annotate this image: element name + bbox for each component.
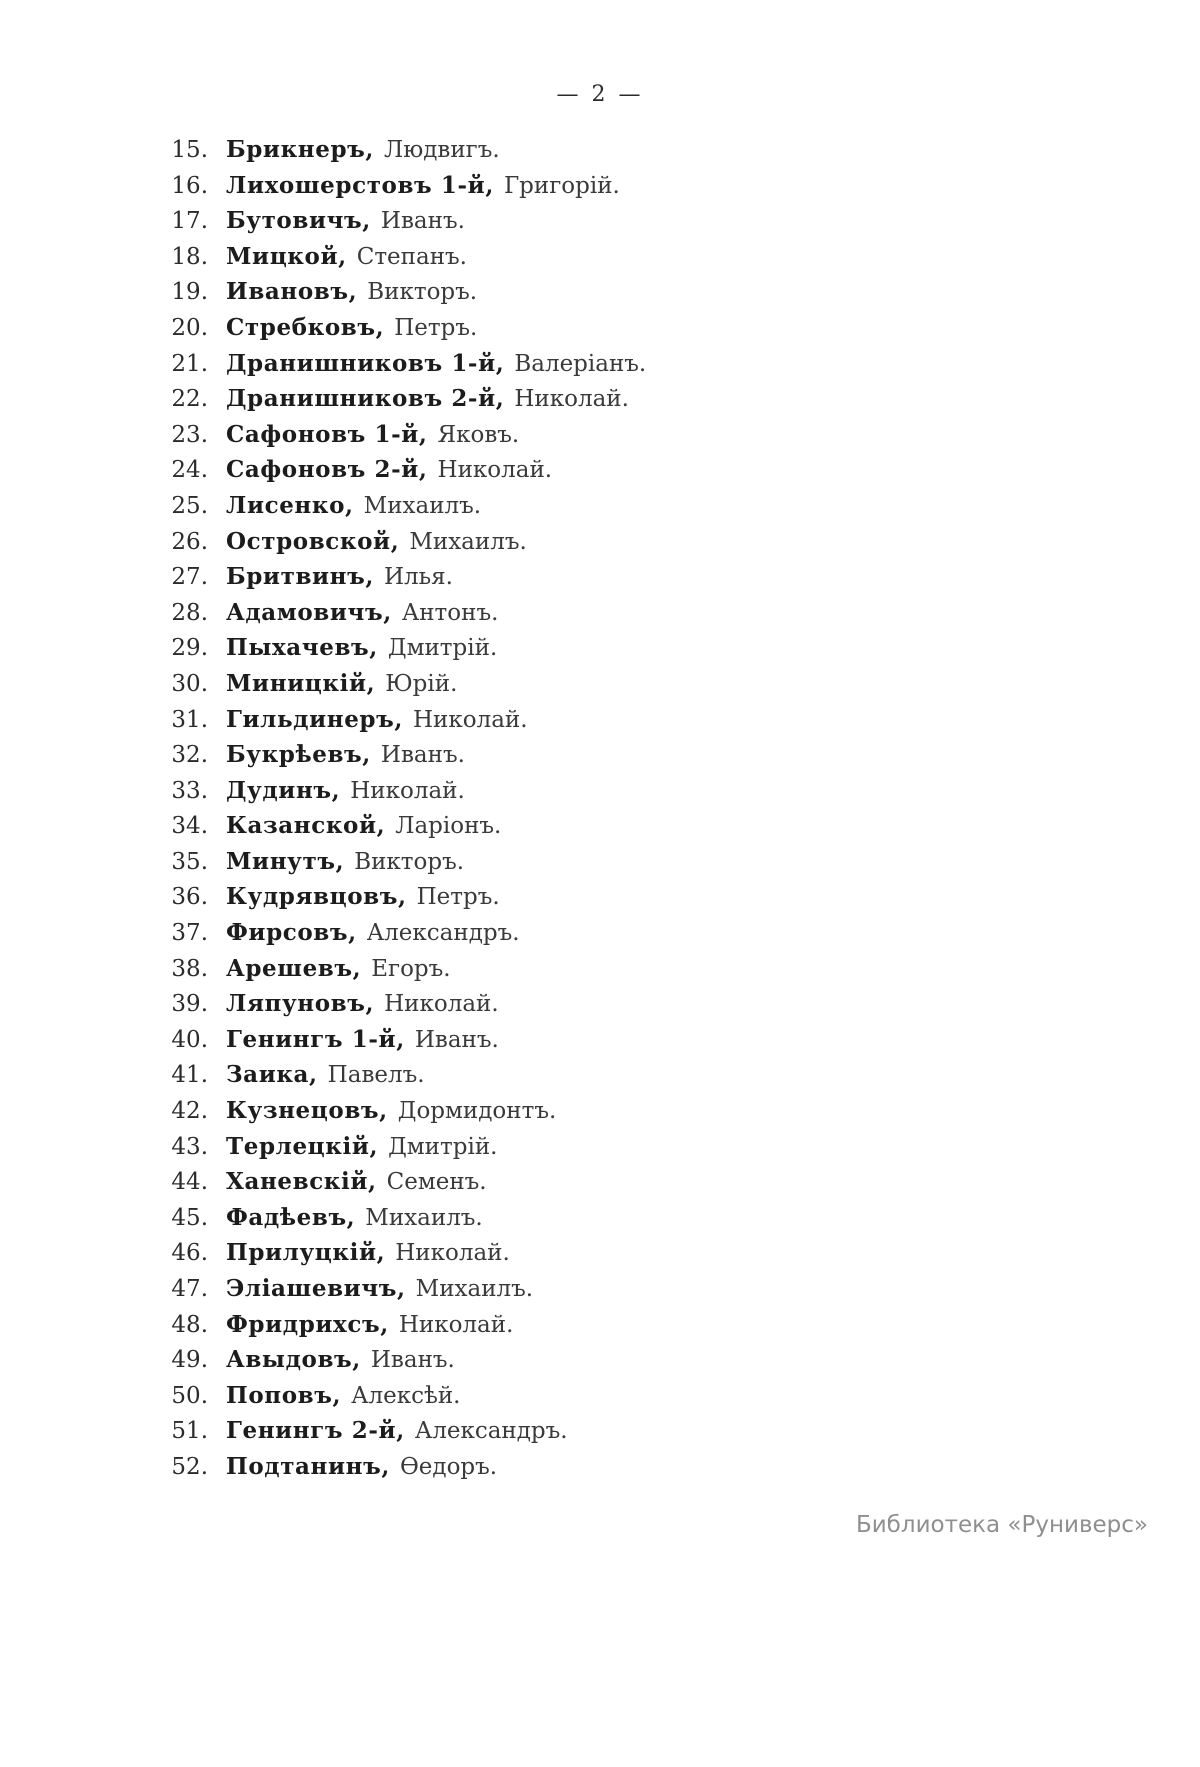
list-item [160, 1204, 1120, 1240]
list-item [160, 1311, 1120, 1347]
item-number: 42. [171, 1098, 208, 1125]
item-surname: Брикнеръ, [226, 136, 375, 163]
list-item [160, 563, 1120, 599]
list-item [160, 1133, 1120, 1169]
item-firstname: Егоръ. [371, 955, 451, 982]
item-surname: Прилуцкій, [226, 1239, 386, 1267]
item-firstname: Николай. [350, 777, 465, 804]
item-firstname: Семенъ. [386, 1169, 487, 1196]
item-firstname: Иванъ. [380, 208, 465, 235]
item-firstname: Николай. [437, 457, 553, 484]
item-surname: Бритвинъ, [226, 563, 374, 591]
item-firstname: Николай. [514, 386, 629, 413]
item-firstname: Михаилъ. [415, 1276, 534, 1302]
item-number: 39. [171, 991, 208, 1018]
item-number: 38. [171, 955, 208, 982]
item-number: 23. [171, 421, 208, 448]
item-firstname: Павелъ. [327, 1062, 425, 1089]
item-firstname: Михаилъ. [365, 1204, 483, 1231]
item-firstname: Дормидонтъ. [397, 1098, 557, 1125]
item-number: 45. [171, 1204, 208, 1231]
item-surname: Минутъ, [226, 847, 345, 875]
item-firstname: Николай. [398, 1311, 514, 1338]
item-firstname: Илья. [383, 564, 453, 591]
item-number: 28. [171, 599, 208, 626]
item-number: 43. [171, 1133, 208, 1160]
item-firstname: Степанъ. [356, 243, 467, 270]
item-surname: Дранишниковъ 2-й, [226, 385, 505, 413]
item-firstname: Иванъ. [414, 1026, 499, 1053]
list-item [160, 1239, 1120, 1275]
item-number: 35. [171, 848, 208, 875]
list-item [160, 812, 1120, 848]
item-surname: Адамовичъ, [226, 598, 392, 626]
item-firstname: Валеріанъ. [514, 350, 647, 377]
list-item [160, 706, 1120, 742]
list-item [160, 1453, 1120, 1489]
list-item [160, 1061, 1120, 1097]
item-surname: Арешевъ, [226, 954, 362, 982]
list-item [160, 278, 1120, 314]
item-number: 18. [171, 243, 208, 270]
item-surname: Пыхачевъ, [226, 634, 378, 662]
list-item [160, 1097, 1120, 1133]
item-firstname: Людвигъ. [384, 137, 500, 163]
item-surname: Поповъ, [226, 1381, 342, 1409]
list-item [160, 955, 1120, 991]
item-number: 49. [171, 1347, 208, 1374]
item-surname: Гильдинеръ, [226, 705, 403, 733]
list-item [160, 1168, 1120, 1204]
item-number: 41. [171, 1062, 208, 1089]
list-item [160, 670, 1120, 706]
list-item [160, 1346, 1120, 1382]
item-firstname: Дмитрій. [388, 1133, 498, 1160]
library-watermark: Библиотека «Руниверс» [855, 1512, 1148, 1538]
item-surname: Генингъ 2-й, [226, 1417, 405, 1445]
item-firstname: Михаилъ. [363, 492, 482, 519]
item-surname: Бутовичъ, [226, 207, 371, 235]
item-surname: Миницкій, [226, 669, 376, 697]
item-firstname: Иванъ. [380, 742, 465, 769]
item-firstname: Николай. [395, 1240, 510, 1267]
list-item [160, 883, 1120, 919]
list-item [160, 314, 1120, 350]
item-number: 51. [171, 1418, 208, 1445]
item-surname: Стребковъ, [226, 313, 385, 341]
list-item [160, 207, 1120, 243]
item-number: 20. [171, 314, 208, 341]
page-number: — 2 — [556, 82, 644, 107]
item-number: 21. [171, 350, 208, 377]
item-number: 52. [171, 1453, 208, 1480]
item-surname: Эліашевичъ, [226, 1275, 406, 1302]
list-item [160, 919, 1120, 955]
item-surname: Сафоновъ 2-й, [226, 456, 428, 484]
item-surname: Фирсовъ, [226, 919, 357, 947]
item-surname: Кузнецовъ, [226, 1097, 388, 1125]
item-surname: Генингъ 1-й, [226, 1025, 405, 1053]
item-number: 26. [171, 528, 208, 555]
item-surname: Фадѣевъ, [226, 1203, 356, 1231]
item-firstname: Александръ. [366, 920, 520, 947]
item-firstname: Михаилъ. [409, 528, 527, 555]
item-number: 24. [171, 457, 208, 484]
item-surname: Ляпуновъ, [226, 990, 375, 1018]
list-item [160, 1382, 1120, 1418]
list-item [160, 385, 1120, 421]
item-number: 33. [171, 777, 208, 804]
item-surname: Авыдовъ, [226, 1346, 361, 1374]
item-firstname: Ларіонъ. [395, 813, 502, 840]
item-firstname: Николай. [412, 706, 528, 733]
item-surname: Ивановъ, [226, 278, 358, 306]
item-surname: Подтанинъ, [226, 1452, 390, 1480]
item-number: 25. [171, 492, 208, 519]
item-number: 17. [171, 208, 208, 235]
item-firstname: Иванъ. [370, 1347, 455, 1374]
item-surname: Казанской, [226, 812, 386, 840]
item-number: 22. [171, 386, 208, 413]
item-surname: Кудрявцовъ, [226, 883, 407, 911]
list-item [160, 456, 1120, 492]
list-item [160, 243, 1120, 279]
item-firstname: Юрій. [385, 670, 458, 697]
item-surname: Фридрихсъ, [226, 1310, 389, 1338]
item-firstname: Петръ. [394, 314, 478, 341]
item-number: 32. [171, 742, 208, 769]
item-firstname: Ѳедоръ. [399, 1453, 498, 1480]
list-item [160, 136, 1120, 172]
item-number: 27. [171, 564, 208, 591]
list-item [160, 741, 1120, 777]
list-item [160, 599, 1120, 635]
item-number: 48. [171, 1311, 208, 1338]
list-item [160, 421, 1120, 457]
item-surname: Заика, [226, 1061, 318, 1089]
item-surname: Мицкой, [226, 242, 347, 270]
item-firstname: Викторъ. [354, 848, 465, 875]
item-number: 46. [171, 1240, 208, 1267]
item-firstname: Петръ. [416, 884, 500, 911]
item-number: 30. [171, 670, 208, 697]
name-list [160, 136, 1120, 1489]
item-number: 29. [171, 635, 208, 662]
item-number: 37. [171, 920, 208, 947]
item-firstname: Антонъ. [401, 599, 499, 626]
item-surname: Лисенко, [226, 491, 354, 519]
item-number: 47. [171, 1276, 208, 1302]
list-item [160, 492, 1120, 528]
item-surname: Островской, [226, 527, 400, 555]
list-item [160, 990, 1120, 1026]
item-number: 44. [171, 1169, 208, 1196]
item-number: 40. [171, 1026, 208, 1053]
item-firstname: Алексѣй. [351, 1382, 461, 1409]
item-surname: Лихошерстовъ 1-й, [226, 171, 494, 199]
item-surname: Дранишниковъ 1-й, [226, 349, 505, 377]
item-surname: Дудинъ, [226, 776, 341, 804]
list-item [160, 1026, 1120, 1062]
item-number: 36. [171, 884, 208, 911]
item-firstname: Григорій. [503, 172, 620, 199]
item-number: 15. [171, 137, 208, 163]
item-number: 19. [171, 279, 208, 306]
item-firstname: Викторъ. [367, 279, 478, 306]
item-number: 34. [171, 813, 208, 840]
list-item [160, 1275, 1120, 1311]
list-item [160, 350, 1120, 386]
list-item [160, 528, 1120, 564]
item-surname: Ханевскій, [226, 1168, 377, 1196]
item-number: 16. [171, 172, 208, 199]
item-firstname: Яковъ. [437, 421, 520, 448]
list-item [160, 172, 1120, 208]
item-surname: Букрѣевъ, [226, 741, 371, 769]
item-number: 50. [171, 1382, 208, 1409]
item-firstname: Дмитрій. [387, 635, 498, 662]
item-surname: Терлецкій, [226, 1132, 379, 1160]
list-item [160, 848, 1120, 884]
item-firstname: Александръ. [414, 1418, 568, 1445]
list-item [160, 634, 1120, 670]
list-item [160, 1417, 1120, 1453]
item-number: 31. [171, 706, 208, 733]
item-surname: Сафоновъ 1-й, [226, 420, 428, 448]
list-item [160, 777, 1120, 813]
item-firstname: Николай. [384, 991, 499, 1018]
